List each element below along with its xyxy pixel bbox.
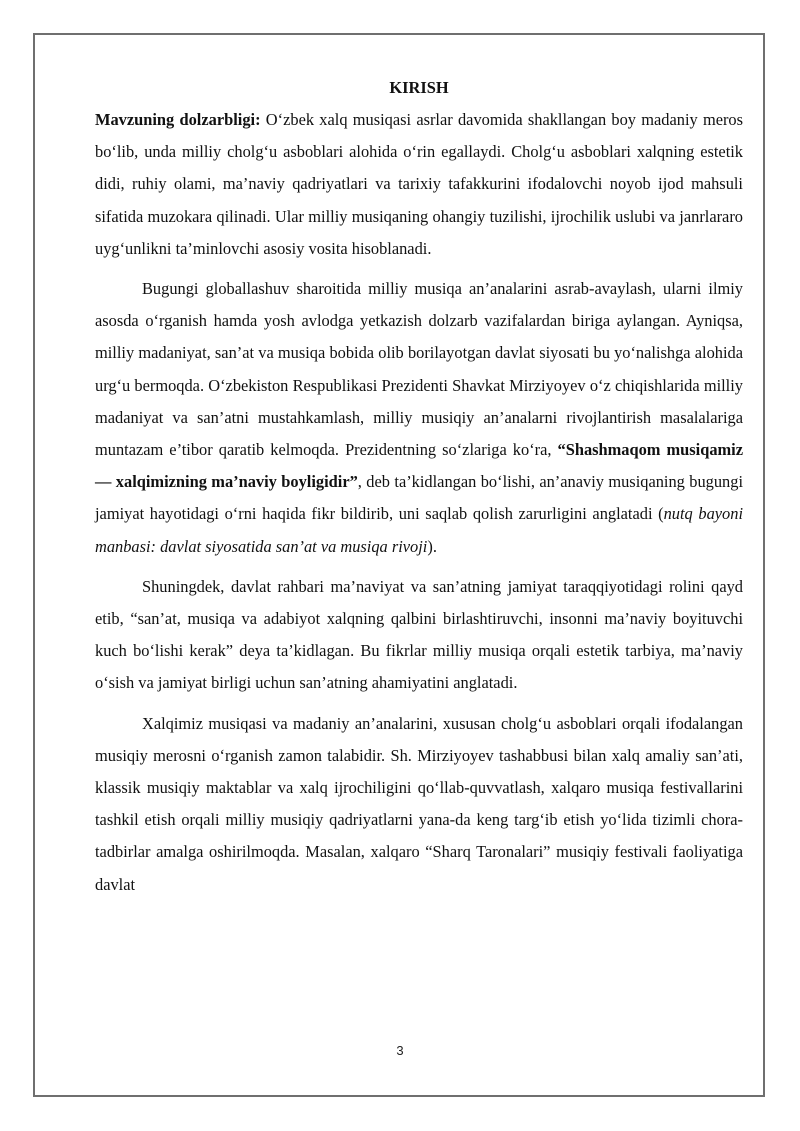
globalization-text-a: Bugungi globallashuv sharoitida milliy musiqa an’analarini asrab-avaylash, ularni ilmiy asosda o‘rganish hamda yosh avlodga yetkazish dolzarb vazifalardan biriga aylangan. Ayniqsa, milliy madaniyat, san’at va musiqa bobida olib borilayotgan davlat siyosati bu yo‘nalishga alohida urg‘u bermoqda. O‘zbekiston Respublikasi Prezidenti Shavkat Mirziyoyev o‘z chiqishlarida milliy madaniyat va san’atni mustahkamlash, milliy musiqiy an’analarni rivojlantirish masalalariga muntazam e’tibor qaratib kelmoqda. Prezidentning so‘zlariga ko‘ra, [95, 279, 743, 460]
document-body [95, 72, 743, 901]
section-title: KIRISH [389, 78, 449, 97]
heritage-text: Xalqimiz musiqasi va madaniy an’analarini, xususan cholg‘u asboblari orqali ifodalangan musiqiy merosni o‘rganish zamon talabidir. Sh. Mirziyoyev tashabbusi bilan xalq amaliy san’ati, klassik musiqiy maktablar va xalq ijrochiligini qo‘llab-quvvatlash, xalqaro musiqa festivallarini tashkil etish orqali milliy musiqiy qadriyatlarni yana-da keng targ‘ib etish yo‘lida tizimli chora-tadbirlar amalga oshirilmoqda. Masalan, xalqaro “Sharq Taronalari” musiqiy festivali faoliyatiga davlat [95, 713, 743, 894]
paragraph-relevance [95, 104, 743, 265]
paragraph-globalization [95, 273, 743, 563]
paragraph-heritage [95, 708, 743, 901]
relevance-text: O‘zbek xalq musiqasi asrlar davomida shakllangan boy madaniy meros bo‘lib, unda milliy cholg‘u asboblari alohida o‘rin egallaydi. Cholg‘u asboblari xalqning estetik didi, ruhiy olami, ma’naviy qadriyatlari va tarixiy tafakkurini ifodalovchi noyob ijod mahsuli sifatida muzokara qilinadi. Ular milliy musiqaning ohangiy tuzilishi, ijrochilik uslubi va janrlararo uyg‘unlikni ta’minlovchi asosiy vosita hisoblanadi. [95, 110, 744, 258]
globalization-text-c: ). [427, 536, 437, 556]
paragraph-spirituality [95, 571, 743, 700]
page-number: 3 [396, 1043, 404, 1058]
globalization-text-b: , deb ta’kidlangan bo‘lishi, an’anaviy musiqaning bugungi jamiyat hayotidagi o‘rni haqida fikr bildirib, uni saqlab qolish zarurligini anglatadi ( [95, 472, 743, 524]
spirituality-text: Shuningdek, davlat rahbari ma’naviyat va san’atning jamiyat taraqqiyotidagi rolini qayd etib, “san’at, musiqa va adabiyot xalqning qalbini birlashtiruvchi, insonni ma’naviy boyituvchi kuch bo‘lishi kerak” deya ta’kidlagan. Bu fikrlar milliy musiqa orqali estetik tarbiya, ma’naviy o‘sish va jamiyat birligi uchun san’atning ahamiyatini anglatadi. [95, 576, 743, 693]
president-quote: “Shashmaqom musiqamiz — xalqimizning ma’naviy boyligidir” [95, 440, 743, 492]
quote-source: nutq bayoni manbasi: davlat siyosatida san’at va musiqa rivoji [95, 504, 743, 556]
relevance-lead: Mavzuning dolzarbligi: [95, 110, 261, 129]
